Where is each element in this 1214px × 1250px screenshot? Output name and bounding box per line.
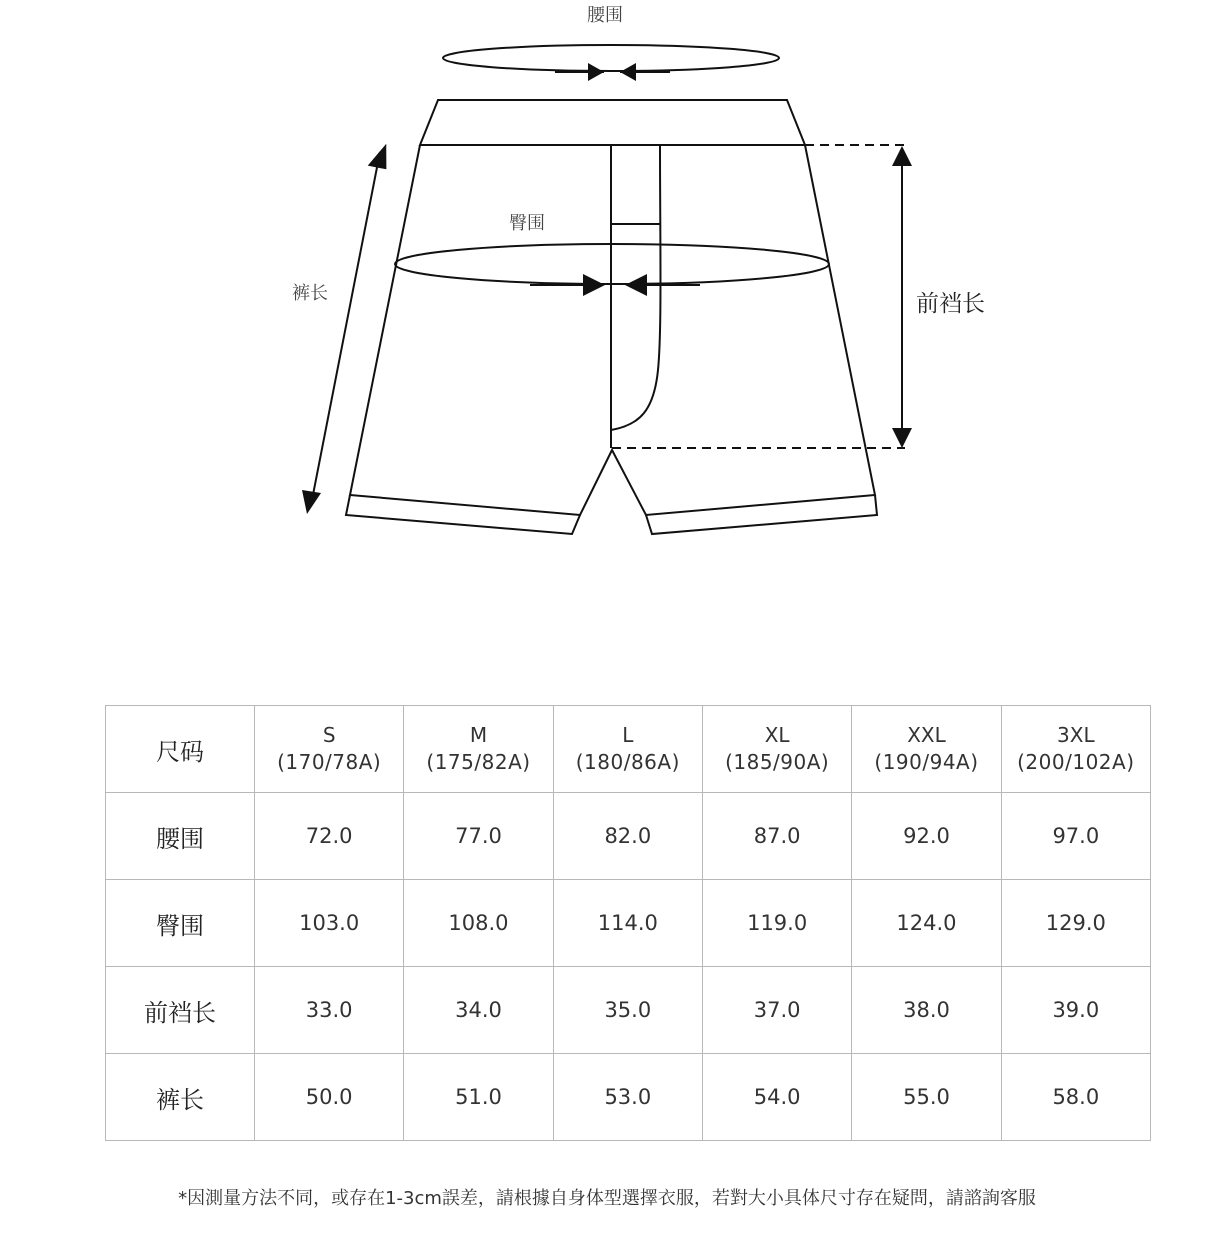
- shorts-measurement-diagram: [0, 0, 1214, 560]
- size-header-cell: S (170/78A): [255, 706, 404, 793]
- table-cell: 51.0: [404, 1054, 553, 1141]
- right-hem-outline: [646, 495, 877, 534]
- table-cell: 114.0: [553, 880, 702, 967]
- table-cell: 124.0: [852, 880, 1001, 967]
- table-cell: 97.0: [1001, 793, 1150, 880]
- size-corner-label: 尺码: [106, 706, 255, 793]
- table-cell: 39.0: [1001, 967, 1150, 1054]
- table-cell: 33.0: [255, 967, 404, 1054]
- left-hem-outline: [346, 495, 580, 534]
- measurement-disclaimer-note: *因測量方法不同，或存在1-3cm誤差，請根據自身体型選擇衣服，若對大小具体尺寸存在疑問，請諮詢客服: [178, 1188, 1036, 1209]
- table-cell: 129.0: [1001, 880, 1150, 967]
- table-row-hip: [106, 880, 1151, 967]
- row-label: 臀围: [106, 880, 255, 967]
- waistband-outline: [420, 100, 805, 145]
- table-cell: 38.0: [852, 967, 1001, 1054]
- table-cell: 37.0: [702, 967, 851, 1054]
- table-row-length: [106, 1054, 1151, 1141]
- table-cell: 55.0: [852, 1054, 1001, 1141]
- length-label: 裤长: [292, 283, 328, 304]
- row-label: 腰围: [106, 793, 255, 880]
- table-cell: 119.0: [702, 880, 851, 967]
- hip-label: 臀围: [509, 213, 545, 234]
- table-cell: 82.0: [553, 793, 702, 880]
- size-header-cell: XL (185/90A): [702, 706, 851, 793]
- table-row-front-rise: [106, 967, 1151, 1054]
- waist-measure-ellipse: [443, 45, 779, 71]
- size-header-cell: 3XL (200/102A): [1001, 706, 1150, 793]
- front-rise-label: 前裆长: [916, 291, 985, 317]
- table-cell: 35.0: [553, 967, 702, 1054]
- table-cell: 50.0: [255, 1054, 404, 1141]
- size-header-cell: L (180/86A): [553, 706, 702, 793]
- table-cell: 77.0: [404, 793, 553, 880]
- size-header-row: [106, 706, 1151, 793]
- shorts-body-outline: [350, 145, 875, 515]
- length-measure-line: [311, 152, 380, 505]
- table-cell: 54.0: [702, 1054, 851, 1141]
- row-label: 裤长: [106, 1054, 255, 1141]
- size-header-cell: XXL (190/94A): [852, 706, 1001, 793]
- fly-outline: [611, 145, 661, 448]
- table-cell: 103.0: [255, 880, 404, 967]
- table-cell: 58.0: [1001, 1054, 1150, 1141]
- table-cell: 53.0: [553, 1054, 702, 1141]
- table-row-waist: [106, 793, 1151, 880]
- shorts-outline-drawing: [0, 0, 1214, 560]
- size-chart-table: [105, 705, 1151, 1141]
- size-header-cell: M (175/82A): [404, 706, 553, 793]
- table-cell: 72.0: [255, 793, 404, 880]
- table-cell: 92.0: [852, 793, 1001, 880]
- waist-label: 腰围: [587, 5, 623, 26]
- table-cell: 87.0: [702, 793, 851, 880]
- table-cell: 108.0: [404, 880, 553, 967]
- row-label: 前裆长: [106, 967, 255, 1054]
- table-cell: 34.0: [404, 967, 553, 1054]
